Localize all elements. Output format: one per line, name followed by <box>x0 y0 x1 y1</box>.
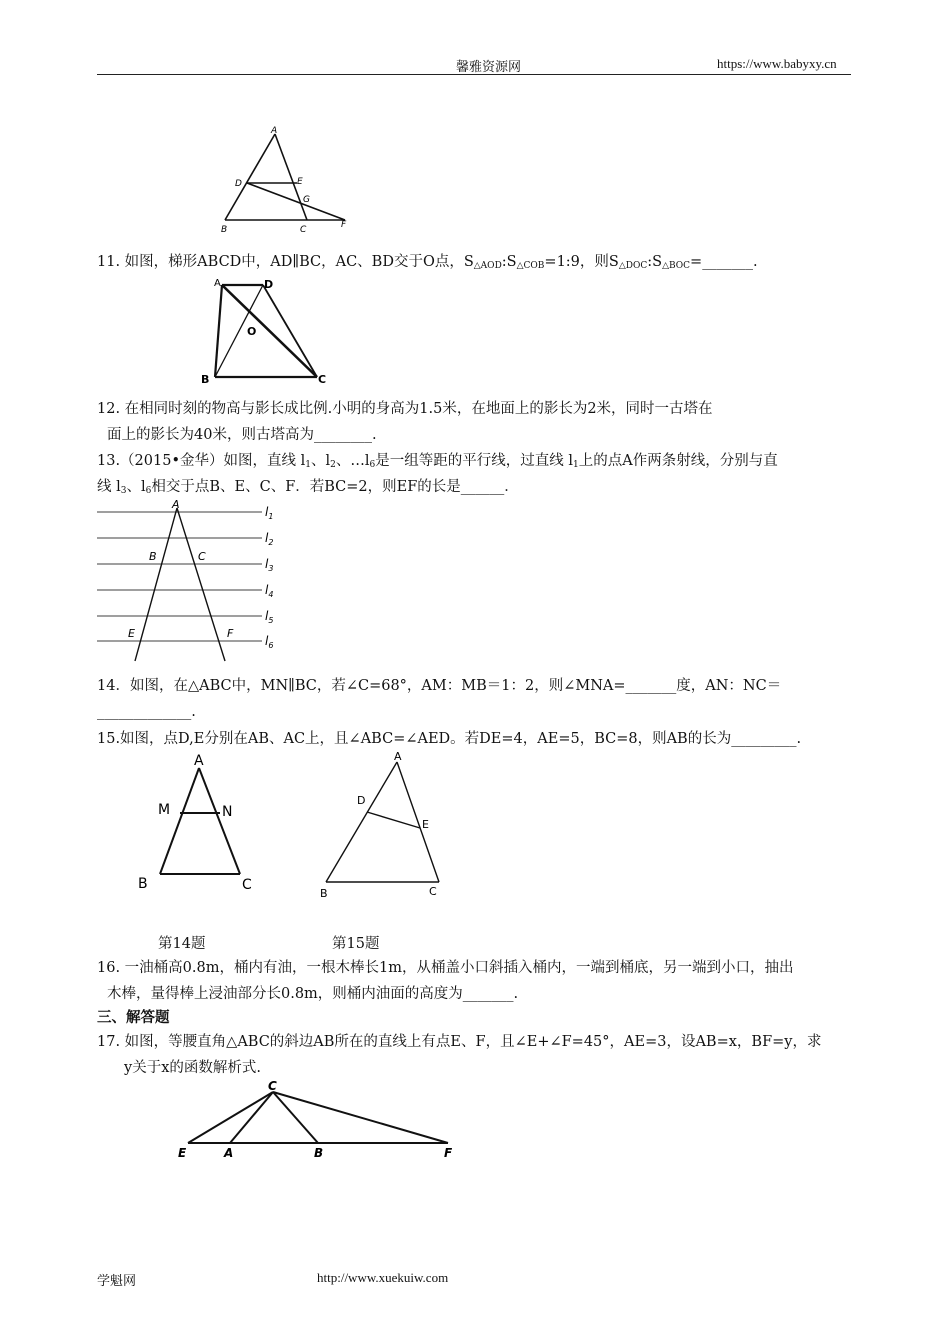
fig17-label-a: A <box>224 1146 234 1160</box>
fig14-label-c: C <box>242 877 252 893</box>
footer-left: 学魁网 <box>97 1273 137 1288</box>
caption-q14: 第14题 <box>158 936 206 952</box>
fig17-label-c: C <box>268 1079 277 1093</box>
fig10-label-f: F <box>341 220 347 230</box>
figure-q13 <box>97 498 287 663</box>
figure-q14 <box>132 748 272 898</box>
fig17-label-b: B <box>314 1146 324 1160</box>
q12-line2: 面上的影长为40米，则古塔高为________. <box>107 427 377 443</box>
fig14-label-m: M <box>158 802 171 818</box>
fig13-label-e: E <box>128 627 135 640</box>
fig15-label-e: E <box>422 818 429 831</box>
fig13-line-label-6: $l_6$ <box>265 634 274 650</box>
figure-q11 <box>200 278 330 388</box>
fig14-label-a: A <box>194 753 204 769</box>
fig15-label-d: D <box>357 794 366 807</box>
fig14-label-n: N <box>222 804 233 820</box>
figure-q17 <box>172 1078 472 1163</box>
fig13-line-label-5: $l_5$ <box>265 609 274 625</box>
fig15-label-c: C <box>429 885 437 898</box>
fig17-label-e: E <box>178 1146 187 1160</box>
q16-line1: 16. 一油桶高0.8m，桶内有油，一根木棒长1m，从桶盖小口斜插入桶内，一端到桶底，另一端到小口，抽出 <box>97 960 794 976</box>
q15-line1: 15.如图，点D,E分别在AB、AC上，且∠ABC=∠AED。若DE=4，AE=5，BC=8，则AB的长为_________. <box>97 731 802 747</box>
fig11-label-o: O <box>247 325 257 338</box>
fig15-label-b: B <box>320 887 328 900</box>
section-title: 三、解答题 <box>97 1009 170 1026</box>
fig11-label-a: A <box>214 278 221 289</box>
header-site: 馨雅资源网 <box>456 59 522 74</box>
q14-line2: _____________. <box>97 704 196 720</box>
header-url[interactable]: https://www.babyxy.cn <box>717 56 837 71</box>
figure-q15 <box>312 748 452 898</box>
q14-line1: 14．如图，在△ABC中，MN∥BC，若∠C=68°，AM：MB＝1：2，则∠MNA=_______度，AN：NC＝ <box>97 678 782 694</box>
fig13-line-label-1: $l_1$ <box>265 505 274 521</box>
fig10-label-d: D <box>235 179 242 189</box>
q11-text: 11. 如图，梯形ABCD中，AD∥BC，AC、BD交于O点，$S_{\triangle AOD}:S_{\triangle COB}=1:9$，则$S_{\triangle DOC}:S_{\triangle BOC}=\_\_\_\_\_\_\_$. <box>97 254 758 271</box>
fig13-line-label-3: $l_3$ <box>265 557 274 573</box>
q13-line2: 线 $l_3$、$l_6$相交于点B、E、C、F．若BC=2，则EF的长是______． <box>97 479 519 496</box>
fig11-label-b: B <box>201 373 210 386</box>
fig13-label-a: A <box>172 498 180 511</box>
q17-line2: y关于x的函数解析式. <box>124 1060 261 1076</box>
fig11-label-d: D <box>264 278 274 291</box>
caption-q15: 第15题 <box>332 936 380 952</box>
fig13-line-label-2: $l_2$ <box>265 531 274 547</box>
footer-url[interactable]: http://www.xuekuiw.com <box>317 1270 449 1285</box>
fig13-label-c: C <box>198 550 206 563</box>
q16-line2: 木棒，量得棒上浸油部分长0.8m，则桶内油面的高度为_______. <box>107 986 519 1002</box>
header-rule <box>97 74 851 75</box>
fig17-label-f: F <box>444 1146 453 1160</box>
q17-line1: 17. 如图，等腰直角△ABC的斜边AB所在的直线上有点E、F，且∠E+∠F=45°，AE=3，设AB=x，BF=y，求 <box>97 1034 822 1050</box>
fig10-label-e: E <box>297 177 303 187</box>
fig13-line-label-4: $l_4$ <box>265 583 274 599</box>
fig14-label-b: B <box>138 876 148 892</box>
fig10-label-b: B <box>221 225 228 235</box>
q12-line1: 12. 在相同时刻的物高与影长成比例.小明的身高为1.5米，在地面上的影长为2米，同时一古塔在 <box>97 401 713 417</box>
fig15-label-a: A <box>394 750 402 763</box>
fig10-label-c: C <box>300 225 307 235</box>
figure-q10 <box>215 124 355 234</box>
fig11-label-c: C <box>318 373 327 386</box>
fig13-label-f: F <box>227 627 234 640</box>
fig10-label-g: G <box>303 195 310 205</box>
fig13-label-b: B <box>149 550 157 563</box>
fig10-label-a: A <box>271 126 278 136</box>
q13-line1: 13.（2015•金华）如图，直线 $l_1$、$l_2$、$\dots l_6$是一组等距的平行线，过直线 $l_1$上的点A作两条射线，分别与直 <box>97 453 778 470</box>
